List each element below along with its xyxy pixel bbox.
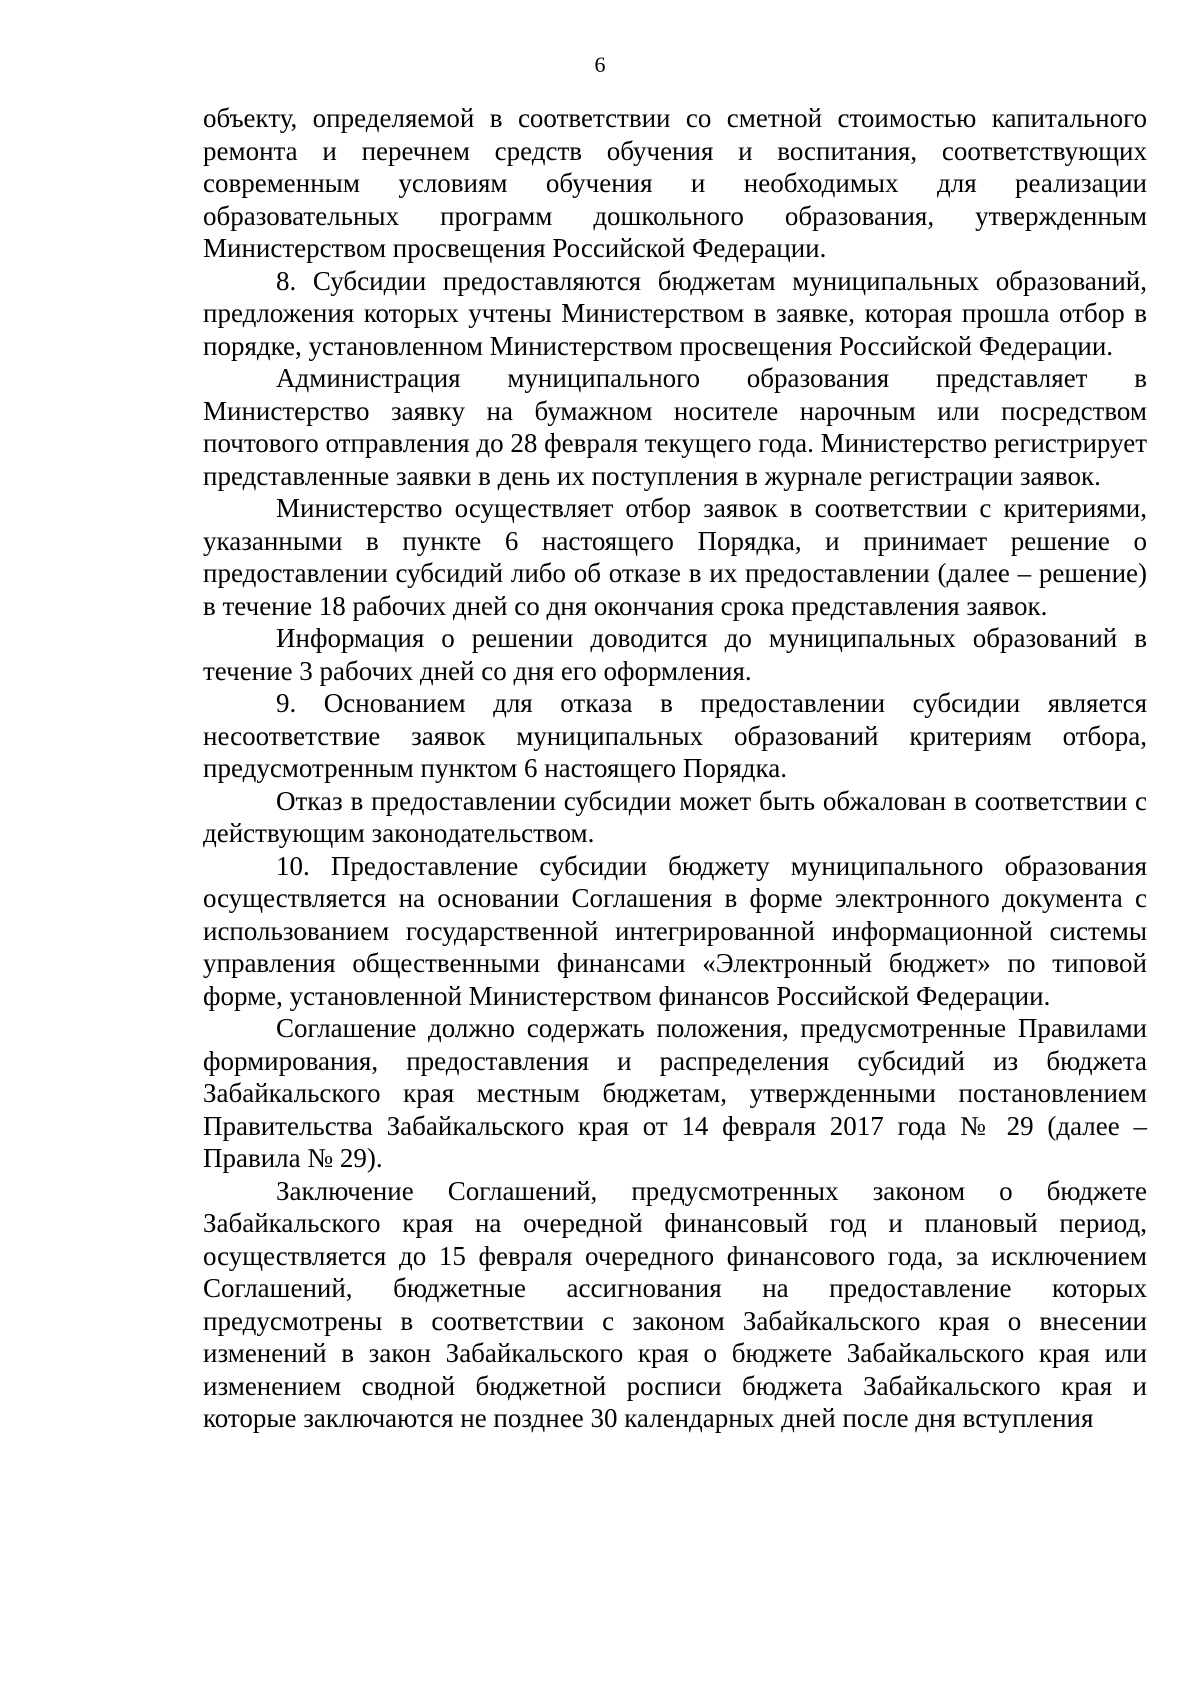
paragraph: Соглашение должно содержать положения, предусмотренные Правилами формирования, предоставления и распределения субсидий из бюджета Забайкальского края местным бюджетам, утвержденными постановлением Правительства Забайкальского края от 14 февраля 2017 года № 29 (далее – Правила № 29). (203, 1013, 1147, 1173)
page-number: 6 (594, 52, 606, 77)
paragraph: Отказ в предоставлении субсидии может быть обжалован в соответствии с действующим законодательством. (203, 785, 1147, 848)
paragraph: 8. Субсидии предоставляются бюджетам муниципальных образований, предложения которых учтены Министерством в заявке, которая прошла отбор в порядке, установленном Министерством просвещения Российской Федерации. (203, 265, 1147, 361)
paragraph: Администрация муниципального образования представляет в Министерство заявку на бумажном носителе нарочным или посредством почтового отправления до 28 февраля текущего года. Министерство регистрирует представленные заявки в день их поступления в журнале регистрации заявок. (203, 363, 1147, 491)
paragraph: 10. Предоставление субсидии бюджету муниципального образования осуществляется на основании Соглашения в форме электронного документа с использованием государственной интегрированной информационной системы управления общественными финансами «Электронный бюджет» по типовой форме, установленной Министерством финансов Российской Федерации. (203, 850, 1147, 1011)
paragraph: Заключение Соглашений, предусмотренных законом о бюджете Забайкальского края на очередной финансовый год и плановый период, осуществляется до 15 февраля очередного финансового года, за исключением Соглашений, бюджетные ассигнования на предоставление которых предусмотрены в соответствии с законом Забайкальского края о внесении изменений в закон Забайкальского края о бюджете Забайкальского края или изменением сводной бюджетной росписи бюджета Забайкальского края и которые заключаются не позднее 30 календарных дней после дня вступления (203, 1175, 1147, 1433)
paragraph: Министерство осуществляет отбор заявок в соответствии с критериями, указанными в пункте 6 настоящего Порядка, и принимает решение о предоставлении субсидий либо об отказе в их предоставлении (далее – решение) в течение 18 рабочих дней со дня окончания срока представления заявок. (203, 493, 1147, 621)
document-body (203, 102, 1147, 1435)
paragraph: объекту, определяемой в соответствии со сметной стоимостью капитального ремонта и перечнем средств обучения и воспитания, соответствующих современным условиям обучения и необходимых для реализации образовательных программ дошкольного образования, утвержденным Министерством просвещения Российской Федерации. (203, 103, 1147, 263)
paragraph: 9. Основанием для отказа в предоставлении субсидии является несоответствие заявок муниципальных образований критериям отбора, предусмотренным пунктом 6 настоящего Порядка. (203, 688, 1147, 783)
paragraph: Информация о решении доводится до муниципальных образований в течение 3 рабочих дней со дня его оформления. (203, 623, 1147, 686)
